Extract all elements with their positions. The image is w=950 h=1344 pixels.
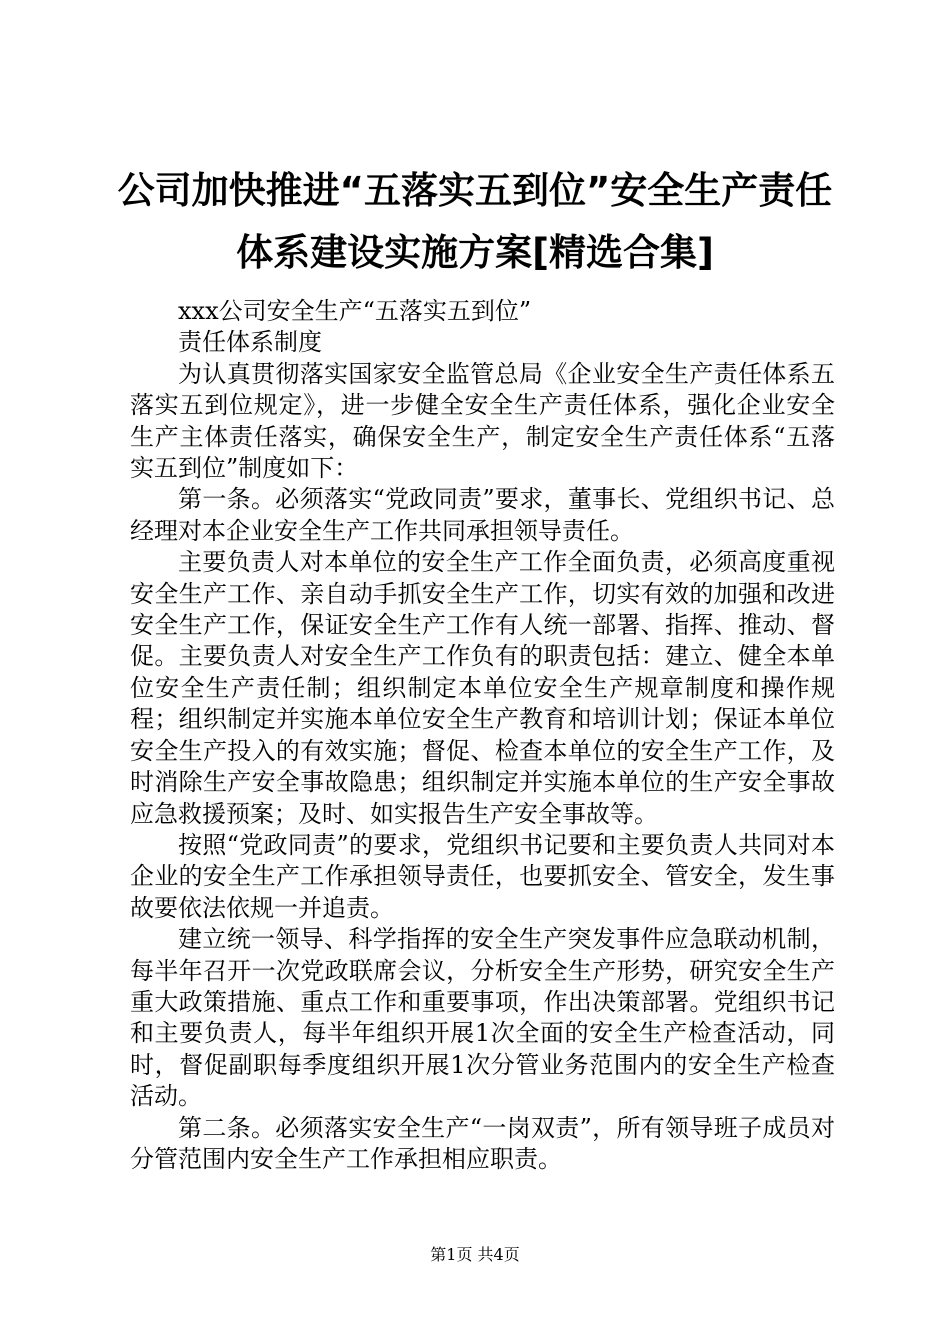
paragraph-system-heading: 责任体系制度 [178,328,322,357]
paragraph-party-responsibility: 按照“党政同责”的要求，党组织书记要和主要负责人共同对本企业的安全生产工作承担领导责任，也要抓安全、管安全，发生事故要依法依规一并追责。 [130,830,835,922]
paragraph-principal-duties: 主要负责人对本单位的安全生产工作全面负责，必须高度重视安全生产工作、亲自动手抓安全生产工作，切实有效的加强和改进安全生产工作，保证安全生产工作有人统一部署、指挥、推动、督促。主要负责人对安全生产工作负有的职责包括：建立、健全本单位安全生产责任制；组织制定本单位安全生产规章制度和操作规程；组织制定并实施本单位安全生产教育和培训计划；保证本单位安全生产投入的有效实施；督促、检查本单位的安全生产工作，及时消除生产安全事故隐患；组织制定并实施本单位的生产安全事故应急救援预案；及时、如实报告生产安全事故等。 [130,548,835,828]
paragraph-emergency-mechanism: 建立统一领导、科学指挥的安全生产突发事件应急联动机制，每半年召开一次党政联席会议，分析安全生产形势，研究安全生产重大政策措施、重点工作和重要事项，作出决策部署。党组织书记和主要负责人，每半年组织开展1次全面的安全生产检查活动，同时，督促副职每季度组织开展1次分管业务范围内的安全生产检查活动。 [130,925,835,1111]
document-title: 公司加快推进“五落实五到位”安全生产责任体系建设实施方案[精选合集] [117,169,833,274]
paragraph-article-2: 第二条。必须落实安全生产“一岗双责”，所有领导班子成员对分管范围内安全生产工作承担相应职责。 [130,1113,835,1173]
paragraph-intro: 为认真贯彻落实国家安全监管总局《企业安全生产责任体系五落实五到位规定》，进一步健全安全生产责任体系，强化企业安全生产主体责任落实，确保安全生产，制定安全生产责任体系“五落实五到位”制度如下： [130,359,835,483]
page-footer: 第1页 共4页 [430,1245,520,1264]
paragraph-article-1: 第一条。必须落实“党政同责”要求，董事长、党组织书记、总经理对本企业安全生产工作共同承担领导责任。 [130,485,835,545]
paragraph-company-heading: xxx公司安全生产“五落实五到位” [178,297,532,325]
document-body [130,296,835,1175]
